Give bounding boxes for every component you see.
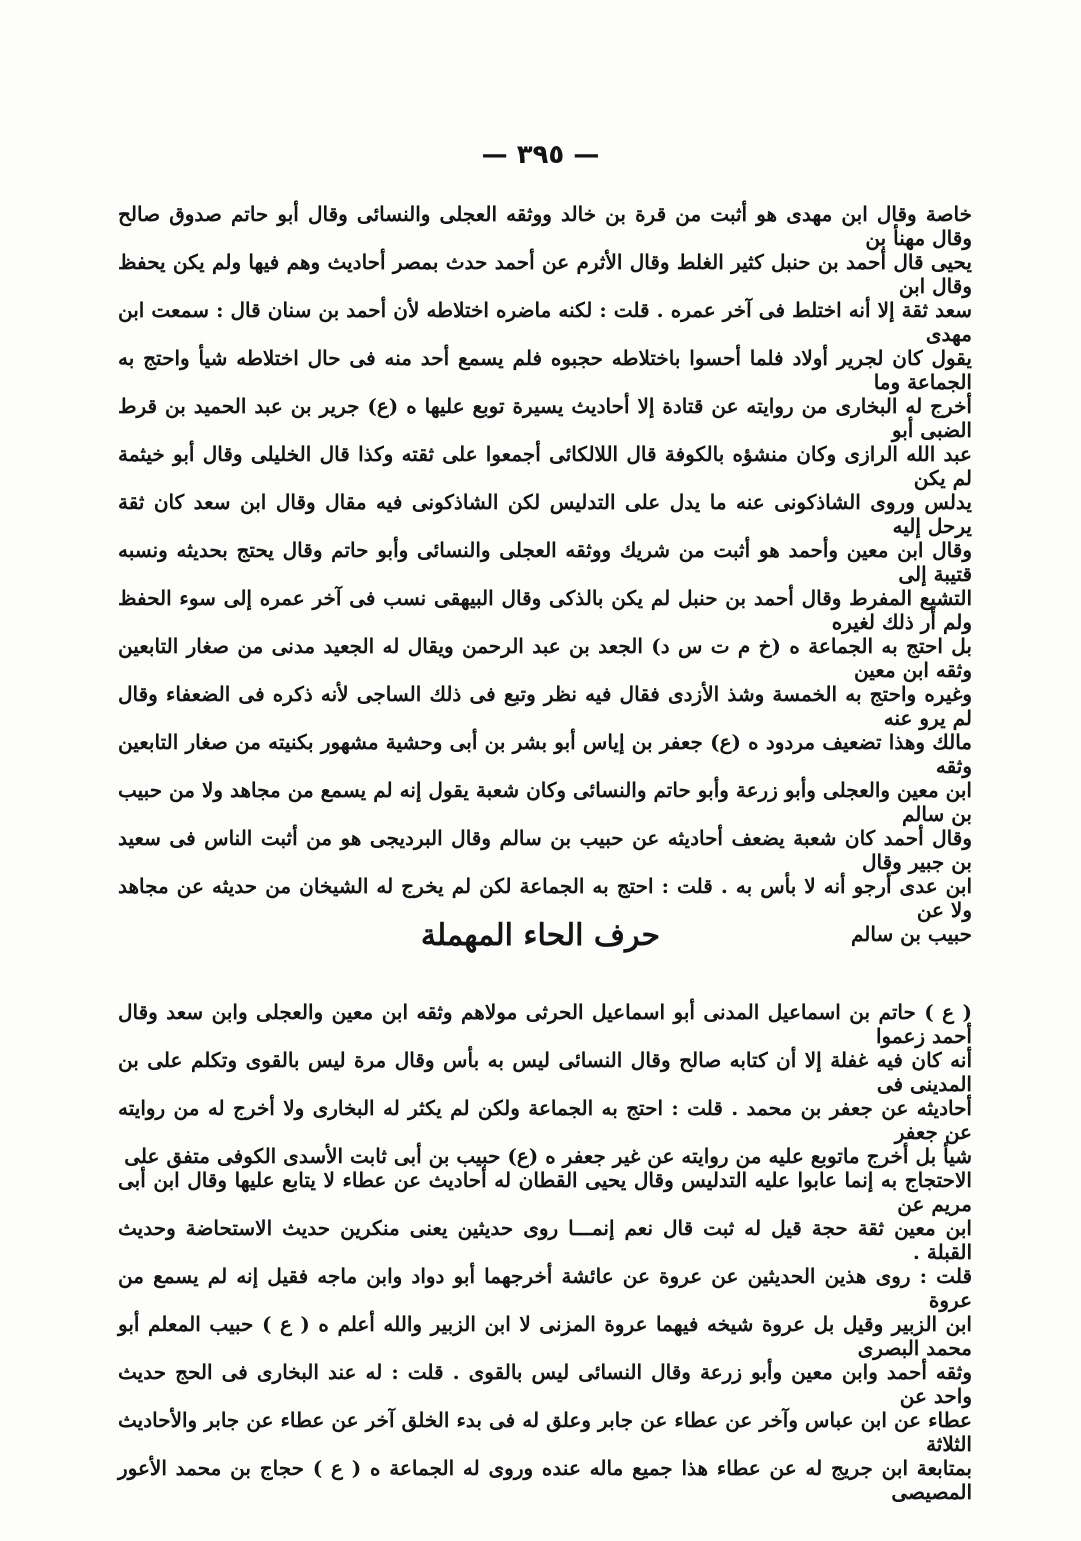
text-line: شيأ بل أخرج ماتوبع عليه من روايته عن غير جعفر ه (ع) حبيب بن أبى ثابت الأسدى الكوفى متفق على [124, 1144, 972, 1168]
text-line: أنه كان فيه غفلة إلا أن كتابه صالح وقال النسائى ليس به بأس وقال مرة ليس بالقوى وتكلم على بن المدينى فى [118, 1048, 972, 1096]
text-line: قلت : روى هذين الحديثين عن عروة عن عائشة أخرجهما أبو دواد وابن ماجه فقيل إنه لم يسمع من عروة [118, 1264, 973, 1312]
text-line: يقول كان لجرير أولاد فلما أحسوا باختلاطه حجبوه فلم يسمع أحد منه فى حال اختلاطه شيأ واحتج به الجماعة وما [118, 346, 972, 394]
text-line: ابن معين والعجلى وأبو زرعة وأبو حاتم والنسائى وكان شعبة يقول إنه لم يسمع من مجاهد ولا من حبيب بن سالم [118, 778, 972, 826]
text-line: أخرج له البخارى من روايته عن قتادة إلا أحاديث يسيرة توبع عليها ه (ع) جرير بن عبد الحميد بن قرط الضبى أبو [118, 394, 972, 442]
text-line: أحاديثه عن جعفر بن محمد . قلت : احتج به الجماعة ولكن لم يكثر له البخارى ولا أخرج له من روايته عن جعفر [118, 1096, 972, 1144]
section-heading: حرف الحاء المهملة [420, 918, 661, 953]
text-line: ابن معين ثقة حجة قيل له ثبت قال نعم إنمـــا روى حديثين يعنى منكرين حديث الاستحاضة وحديث القبلة . [118, 1216, 972, 1264]
text-line: ابن عدى أرجو أنه لا بأس به . قلت : احتج به الجماعة لكن لم يخرج له الشيخان من حديثه عن مجاهد ولا عن [118, 874, 972, 922]
page-number: — ٣٩٥ — [481, 140, 600, 170]
text-line: يدلس وروى الشاذكونى عنه ما يدل على التدليس لكن الشاذكونى فيه مقال وقال ابن سعد كان ثقة يرحل إليه [118, 490, 972, 538]
text-line: عطاء عن ابن عباس وآخر عن عطاء عن جابر وعلق له فى بدء الخلق آخر عن عطاء عن جابر والأحاديث الثلاثة [118, 1408, 972, 1456]
bottom-text-block [118, 1000, 973, 1504]
text-line: وثقه أحمد وابن معين وأبو زرعة وقال النسائى ليس بالقوى . قلت : له عند البخارى فى الحج حديث واحد عن [118, 1360, 972, 1408]
text-line: وقال أحمد كان شعبة يضعف أحاديثه عن حبيب بن سالم وقال البرديجى هو من أثبت الناس فى سعيد بن جبير وقال [118, 826, 972, 874]
text-line: خاصة وقال ابن مهدى هو أثبت من قرة بن خالد ووثقه العجلى والنسائى وقال أبو حاتم صدوق صالح وقال مهنأ بن [118, 202, 972, 250]
text-line: سعد ثقة إلا أنه اختلط فى آخر عمره . قلت : لكنه ماضره اختلاطه لأن أحمد بن سنان قال : سمعت ابن مهدى [118, 298, 973, 346]
text-line: يحيى قال أحمد بن حنبل كثير الغلط وقال الأثرم عن أحمد حدث بمصر أحاديث وهم فيها ولم يكن يحفظ وقال ابن [118, 250, 972, 298]
text-line: الاحتجاج به إنما عابوا عليه التدليس وقال يحيى القطان له أحاديث عن عطاء لا يتابع عليها وقال ابن أبى مريم عن [118, 1168, 972, 1216]
text-line: بمتابعة ابن جريج له عن عطاء هذا جميع ماله عنده وروى له الجماعة ه ( ع ) حجاج بن محمد الأعور المصيصى [118, 1456, 972, 1504]
text-line: مالك وهذا تضعيف مردود ه (ع) جعفر بن إياس أبو بشر بن أبى وحشية مشهور بكنيته من صغار التابعين وثقه [118, 730, 972, 778]
text-line: وغيره واحتج به الخمسة وشذ الأزدى فقال فيه نظر وتبع فى ذلك الساجى لأنه ذكره فى الضعفاء وقال لم يرو عنه [118, 682, 972, 730]
text-line: التشيع المفرط وقال أحمد بن حنبل لم يكن بالذكى وقال البيهقى نسب فى آخر عمره إلى سوء الحفظ ولم أر ذلك لغيره [118, 586, 972, 634]
text-line: وقال ابن معين وأحمد هو أثبت من شريك ووثقه العجلى والنسائى وأبو حاتم وقال يحتج بحديثه ونسبه قتيبة إلى [118, 538, 972, 586]
text-line-last: حبيب بن سالم [850, 922, 972, 946]
text-line: ( ع ) حاتم بن اسماعيل المدنى أبو اسماعيل الحرثى مولاهم وثقه ابن معين والعجلى وابن سعد وقال أحمد زعموا [118, 1000, 972, 1048]
text-line: ابن الزبير وقيل بل عروة شيخه فيهما عروة المزنى لا ابن الزبير والله أعلم ه ( ع ) حبيب المعلم أبو محمد البصرى [118, 1312, 972, 1360]
text-line: عبد الله الرازى وكان منشؤه بالكوفة قال اللالكائى أجمعوا على ثقته وكذا قال الخليلى وقال أبو خيثمة لم يكن [118, 442, 972, 490]
text-line: بل احتج به الجماعة ه (خ م ت س د) الجعد بن عبد الرحمن ويقال له الجعيد مدنى من صغار التابعين وثقه ابن معين [118, 634, 972, 682]
